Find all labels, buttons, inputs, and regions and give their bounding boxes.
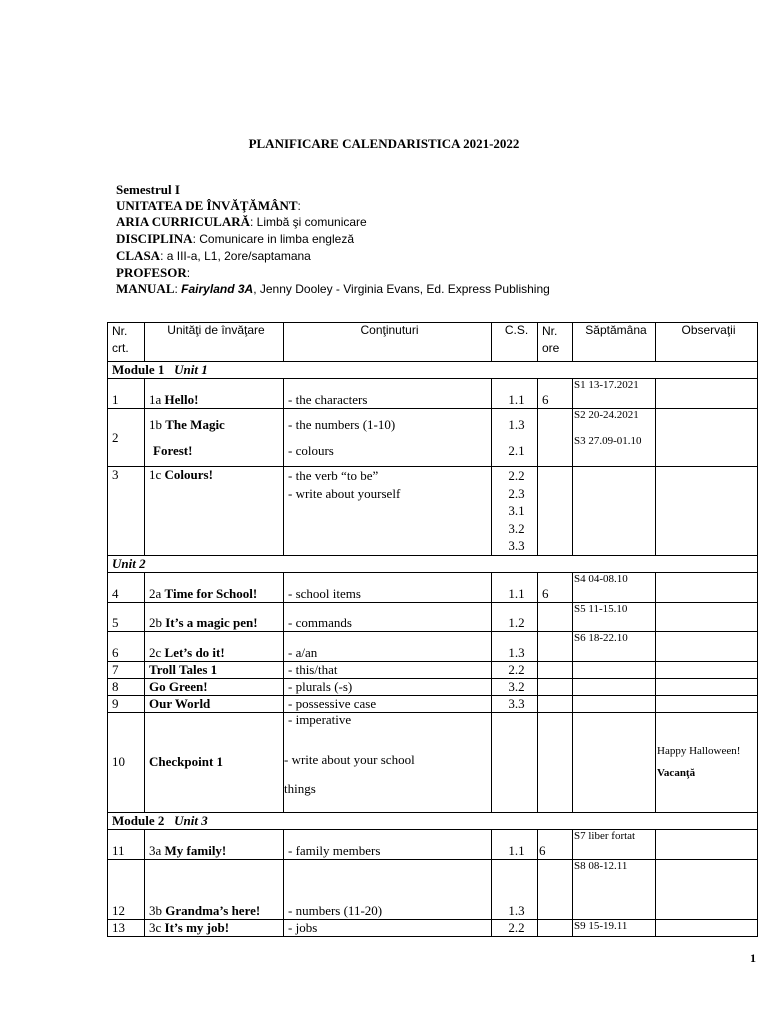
week-cell [573,409,656,467]
week-cell: S5 11-15.10 [573,602,656,631]
manual-book: Fairyland 3A [181,282,254,297]
content-cell: - this/that [284,661,492,678]
obs-cell [656,661,758,678]
col-unit-header: Unităţi de învăţare [145,323,284,362]
module-1-heading [108,362,758,379]
lesson-line [149,416,283,434]
lesson-code: 2c [149,644,165,660]
lesson-title: Time for School! [164,585,258,601]
manual-label: MANUAL [116,281,175,297]
col-content-header: Conţinuturi [284,323,492,362]
row-number: 4 [108,572,145,602]
cs-cell: 2.2 [492,919,538,936]
lesson-cell [145,379,284,409]
lesson-cell [145,829,284,859]
obs-cell [656,467,758,556]
module-label: Module 2 [112,812,165,828]
content-line: - colours [288,443,334,458]
unit-2-heading [108,555,758,572]
cs-cell: 1.1 [492,379,538,409]
obs-holiday: Vacanţă [657,767,696,779]
week-cell: S9 15-19.11 [573,919,656,936]
lesson-title: It’s my job! [164,919,230,935]
cs-cell: 1.1 [492,572,538,602]
module-2-heading [108,812,758,829]
cs-cell: 1.1 [492,829,538,859]
week-cell [573,467,656,556]
cs-cell [492,712,538,812]
teacher-line [116,265,550,282]
content-cell: - numbers (11-20) [284,859,492,919]
week-value: S3 27.09-01.10 [574,435,642,447]
col-nr-line2: crt. [112,341,129,355]
hours-cell [538,695,573,712]
obs-cell [656,695,758,712]
cs-value: 2.1 [508,443,525,458]
obs-note: Happy Halloween! [657,745,741,757]
module-row [108,812,758,829]
lesson-title: Colours! [164,467,213,482]
obs-cell [656,859,758,919]
lesson-code: 3b [149,902,166,918]
table-row [108,678,758,695]
content-cell: - school items [284,572,492,602]
lesson-cell [145,859,284,919]
obs-cell [656,602,758,631]
lesson-title: Forest! [153,443,193,458]
col-nr-header [108,323,145,362]
manual-line [116,281,550,298]
class-value: : a III-a, L1, 2ore/saptamana [160,248,311,263]
hours-cell [538,859,573,919]
table-row [108,409,758,467]
obs-cell [656,712,758,812]
obs-cell [656,409,758,467]
lesson-title: Let’s do it! [164,644,225,660]
manual-colon: : [174,282,182,297]
content-cell: - possessive case [284,695,492,712]
row-number: 2 [108,409,145,467]
manual-value: , Jenny Dooley - Virginia Evans, Ed. Express Publishing [253,282,550,297]
discipline-label: DISCIPLINA [116,231,193,247]
content-cell [284,409,492,467]
hours-cell [538,631,573,661]
row-number: 12 [108,859,145,919]
hours-cell: 6 [538,379,573,409]
page-number: 1 [750,951,756,965]
row-number: 11 [108,829,145,859]
week-cell: S8 08-12.11 [573,859,656,919]
lesson-title: Checkpoint 1 [149,754,224,769]
class-label: CLASA [116,247,161,263]
hours-cell [538,409,573,467]
obs-cell [656,631,758,661]
table-row [108,602,758,631]
content-cell: - family members [284,829,492,859]
content-line: - write about yourself [288,485,401,501]
unit-label: Unit 1 [174,362,208,377]
row-number: 9 [108,695,145,712]
hours-cell [538,661,573,678]
unit-label: Unit 3 [174,812,208,828]
content-cell: - commands [284,602,492,631]
lesson-code: 1a [149,392,165,407]
week-cell [573,695,656,712]
row-number: 13 [108,919,145,936]
row-number: 5 [108,602,145,631]
lesson-title: My family! [164,842,227,858]
lesson-title: It’s a magic pen! [165,614,258,630]
lesson-line [149,442,283,460]
lesson-cell [145,631,284,661]
table-row [108,695,758,712]
hours-cell: 6 [538,829,573,859]
row-number: 7 [108,661,145,678]
cs-cell: 1.3 [492,631,538,661]
obs-cell [656,829,758,859]
document-title: PLANIFICARE CALENDARISTICA 2021-2022 [248,136,520,151]
lesson-cell [145,712,284,812]
week-cell: S6 18-22.10 [573,631,656,661]
lesson-cell [145,467,284,556]
lesson-cell [145,602,284,631]
table-row [108,919,758,936]
cs-cell [492,409,538,467]
week-cell [573,712,656,812]
school-label: UNITATEA DE ÎNVĂŢĂMÂNT [116,197,298,213]
table-row [108,631,758,661]
week-cell [573,661,656,678]
table-row [108,661,758,678]
content-cell: - the characters [284,379,492,409]
content-line: - write about your school [284,751,415,767]
document-header [116,182,550,298]
week-cell: S7 liber fortat [573,829,656,859]
cs-cell: 1.3 [492,859,538,919]
cs-value: 3.3 [508,538,525,553]
content-line: things [284,780,316,796]
col-hours-line1: Nr. [542,324,558,338]
table-row [108,379,758,409]
cs-cell: 1.2 [492,602,538,631]
lesson-cell [145,695,284,712]
table-row [108,829,758,859]
cs-value: 2.2 [508,468,525,483]
school-value: : [297,198,301,213]
col-week-header: Săptămâna [573,323,656,362]
cs-value: 2.3 [508,485,525,501]
semester-line [116,182,550,198]
area-line [116,214,550,231]
discipline-value: : Comunicare in limba engleză [192,232,354,247]
lesson-title: Grandma’s here! [165,902,261,918]
lesson-title: Go Green! [149,678,208,694]
cs-cell: 3.3 [492,695,538,712]
discipline-line [116,231,550,248]
lesson-code: 2b [149,614,166,630]
week-cell: S4 04-08.10 [573,572,656,602]
col-nr-line1: Nr. [112,324,128,338]
lesson-code: 2a [149,585,165,601]
lesson-title: Troll Tales 1 [149,661,218,677]
week-value: S2 20-24.2021 [574,409,639,421]
row-number: 6 [108,631,145,661]
table-header-row [108,323,758,362]
obs-cell [656,379,758,409]
module-label: Module 1 [112,362,165,377]
area-value: : Limbă şi comunicare [249,215,367,230]
content-cell [284,712,492,812]
module-row [108,555,758,572]
col-hours-header [538,323,573,362]
content-cell [284,467,492,556]
col-cs-header: C.S. [492,323,538,362]
obs-cell [656,678,758,695]
table-row [108,712,758,812]
content-cell: - a/an [284,631,492,661]
lesson-code: 3c [149,919,165,935]
content-line: - imperative [288,712,352,727]
week-cell: S1 13-17.2021 [573,379,656,409]
lesson-cell [145,661,284,678]
lesson-cell [145,409,284,467]
lesson-title: The Magic [165,416,225,432]
hours-cell [538,919,573,936]
content-cell: - jobs [284,919,492,936]
week-cell [573,678,656,695]
row-number: 1 [108,379,145,409]
lesson-title: Our World [149,695,211,711]
unit-label: Unit 2 [112,555,146,571]
cs-value: 3.1 [508,503,525,518]
hours-cell [538,678,573,695]
table-row [108,467,758,556]
cs-cell [492,467,538,556]
hours-cell: 6 [538,572,573,602]
teacher-value: : [186,265,191,280]
class-line [116,248,550,265]
cs-value: 1.3 [508,416,525,432]
col-hours-line2: ore [542,341,560,355]
content-line: - the numbers (1-10) [288,416,396,432]
planning-table [107,322,758,937]
content-line: - the verb “to be” [288,468,379,483]
cs-value: 3.2 [508,520,525,536]
row-number: 10 [108,712,145,812]
table-row [108,859,758,919]
module-row [108,362,758,379]
lesson-cell [145,919,284,936]
lesson-cell [145,572,284,602]
hours-cell [538,602,573,631]
lesson-title: Hello! [164,392,199,407]
content-cell: - plurals (-s) [284,678,492,695]
obs-cell [656,572,758,602]
obs-cell [656,919,758,936]
table-row [108,572,758,602]
lesson-code: 1c [149,467,165,482]
cs-cell: 3.2 [492,678,538,695]
hours-cell [538,467,573,556]
row-number: 8 [108,678,145,695]
semester-label: Semestrul I [116,182,180,197]
lesson-cell [145,678,284,695]
teacher-label: PROFESOR [116,264,187,280]
area-label: ARIA CURRICULARĂ [116,214,250,230]
row-number: 3 [108,467,145,556]
lesson-code: 1b [149,416,166,432]
cs-cell: 2.2 [492,661,538,678]
hours-cell [538,712,573,812]
lesson-code: 3a [149,842,165,858]
school-line [116,198,550,215]
col-obs-header: Observaţii [656,323,758,362]
